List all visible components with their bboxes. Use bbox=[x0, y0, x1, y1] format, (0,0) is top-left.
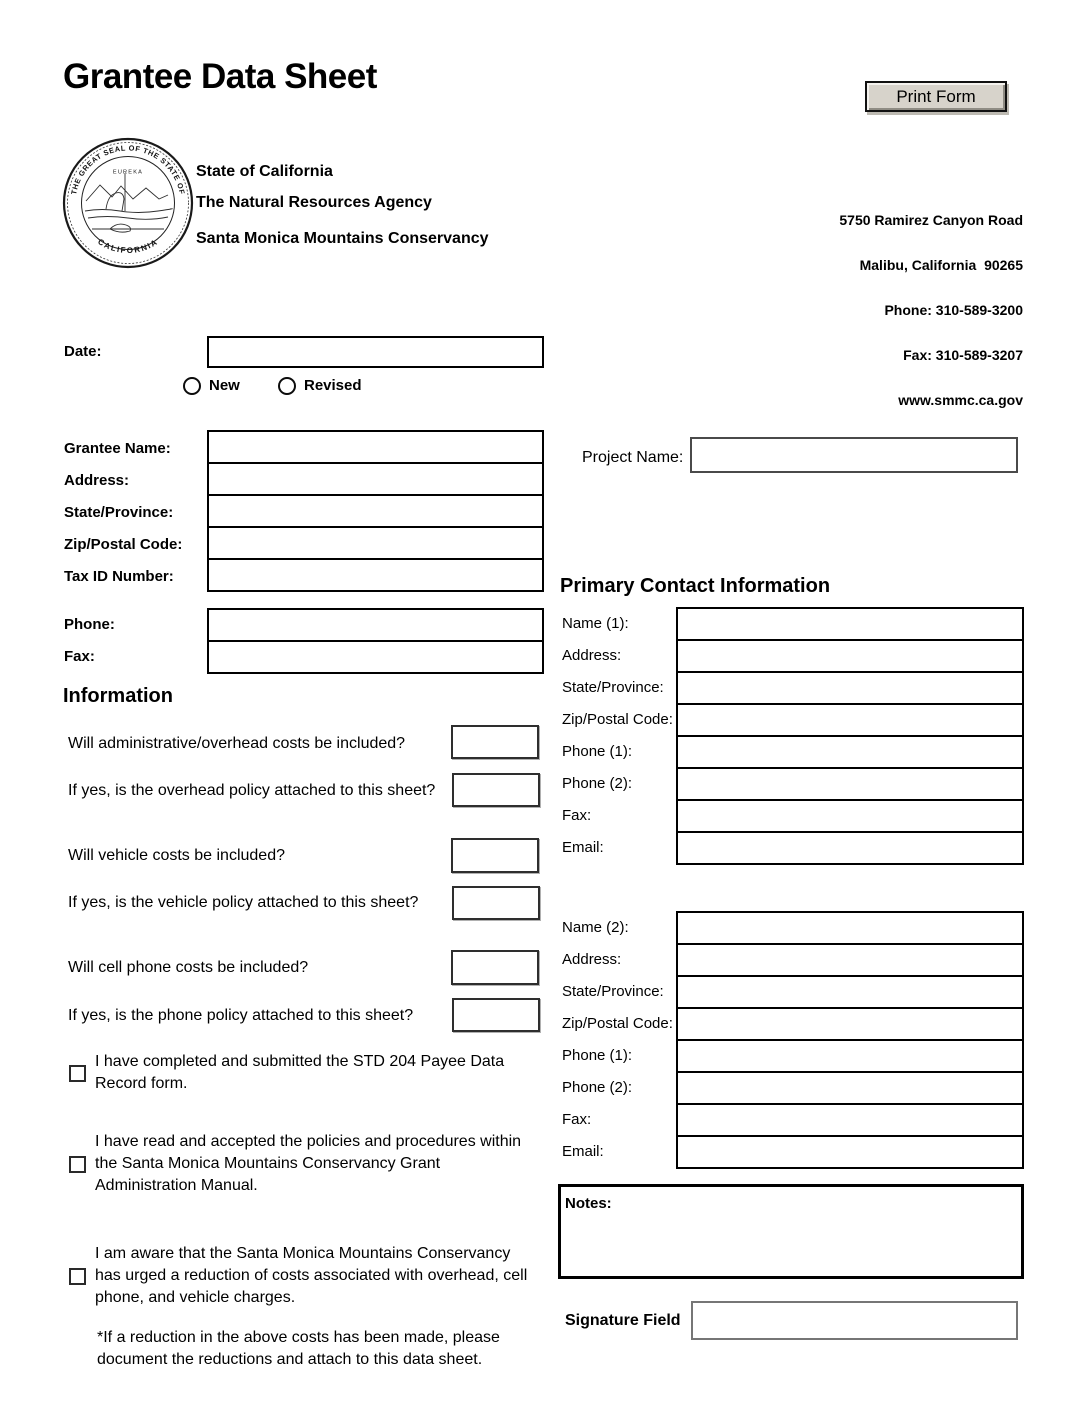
overhead-policy-question: If yes, is the overhead policy attached to this sheet? bbox=[68, 782, 436, 799]
address-line-fax: Fax: 310-589-3207 bbox=[903, 347, 1023, 363]
contact1-email-label: Email: bbox=[562, 839, 604, 856]
contact1-phone2-input[interactable] bbox=[676, 767, 1024, 801]
phone-policy-attached-input[interactable] bbox=[452, 998, 540, 1032]
contact1-email-input[interactable] bbox=[676, 831, 1024, 865]
contact2-zip-input[interactable] bbox=[676, 1007, 1024, 1041]
phone-policy-question: If yes, is the phone policy attached to this sheet? bbox=[68, 1007, 414, 1024]
revised-radio-label: Revised bbox=[304, 377, 362, 394]
notes-label: Notes: bbox=[565, 1195, 612, 1212]
new-radio[interactable] bbox=[183, 377, 201, 395]
std204-checkbox[interactable] bbox=[69, 1065, 86, 1082]
contact1-state-input[interactable] bbox=[676, 671, 1024, 705]
overhead-included-input[interactable] bbox=[451, 725, 539, 759]
policies-acknowledgement-row bbox=[69, 1131, 529, 1197]
contact1-phone2-label: Phone (2): bbox=[562, 775, 633, 792]
seal-motto-text: EUREKA bbox=[112, 169, 144, 176]
cellphone-included-question: Will cell phone costs be included? bbox=[68, 959, 309, 976]
address-line-city: Malibu, California 90265 bbox=[859, 257, 1023, 273]
grantee-phone-fax-group bbox=[207, 608, 544, 674]
grantee-fields-group bbox=[207, 430, 544, 592]
contact1-zip-label: Zip/Postal Code: bbox=[562, 711, 673, 728]
contact1-address-label: Address: bbox=[562, 647, 622, 664]
std204-acknowledgement-text: I have completed and submitted the STD 204 Payee Data Record form. bbox=[95, 1053, 505, 1092]
grantee-fax-label: Fax: bbox=[64, 648, 95, 665]
overhead-included-question: Will administrative/overhead costs be included? bbox=[68, 735, 406, 752]
contact1-fields-group bbox=[676, 607, 1024, 865]
contact1-fax-input[interactable] bbox=[676, 799, 1024, 833]
contact2-phone1-label: Phone (1): bbox=[562, 1047, 633, 1064]
reduction-acknowledgement-row bbox=[69, 1243, 539, 1309]
reduction-awareness-checkbox[interactable] bbox=[69, 1268, 86, 1285]
signature-field-label: Signature Field bbox=[565, 1312, 681, 1329]
overhead-policy-attached-input[interactable] bbox=[452, 773, 540, 807]
agency-line-conservancy: Santa Monica Mountains Conservancy bbox=[196, 230, 489, 247]
cellphone-included-input[interactable] bbox=[451, 950, 539, 985]
grantee-state-label: State/Province: bbox=[64, 504, 174, 521]
contact2-email-label: Email: bbox=[562, 1143, 604, 1160]
contact2-fields-group bbox=[676, 911, 1024, 1169]
signature-input[interactable] bbox=[691, 1301, 1018, 1340]
contact2-state-input[interactable] bbox=[676, 975, 1024, 1009]
print-form-button[interactable] bbox=[865, 81, 1007, 112]
grantee-state-input[interactable] bbox=[207, 494, 544, 528]
revised-radio[interactable] bbox=[278, 377, 296, 395]
print-form-button-label: Print Form bbox=[896, 86, 976, 106]
contact1-zip-input[interactable] bbox=[676, 703, 1024, 737]
new-radio-label: New bbox=[209, 377, 240, 394]
california-state-seal-logo bbox=[62, 137, 194, 269]
contact1-address-input[interactable] bbox=[676, 639, 1024, 673]
date-label: Date: bbox=[64, 343, 102, 360]
primary-contact-heading: Primary Contact Information bbox=[560, 575, 831, 597]
contact2-fax-input[interactable] bbox=[676, 1103, 1024, 1137]
vehicle-policy-attached-input[interactable] bbox=[452, 886, 540, 920]
grantee-taxid-input[interactable] bbox=[207, 558, 544, 592]
notes-box bbox=[558, 1184, 1024, 1279]
contact2-state-label: State/Province: bbox=[562, 983, 664, 1000]
information-heading: Information bbox=[63, 685, 173, 707]
vehicle-policy-question: If yes, is the vehicle policy attached to this sheet? bbox=[68, 894, 419, 911]
std204-acknowledgement-row bbox=[69, 1051, 539, 1095]
grantee-name-label: Grantee Name: bbox=[64, 440, 171, 457]
date-input[interactable] bbox=[207, 336, 544, 368]
address-block bbox=[839, 183, 1023, 438]
contact2-zip-label: Zip/Postal Code: bbox=[562, 1015, 673, 1032]
contact2-fax-label: Fax: bbox=[562, 1111, 592, 1128]
grantee-address-input[interactable] bbox=[207, 462, 544, 496]
contact1-fax-label: Fax: bbox=[562, 807, 592, 824]
page-title: Grantee Data Sheet bbox=[63, 57, 377, 96]
contact2-address-label: Address: bbox=[562, 951, 622, 968]
contact2-name-input[interactable] bbox=[676, 911, 1024, 945]
contact1-name-input[interactable] bbox=[676, 607, 1024, 641]
address-line-street: 5750 Ramirez Canyon Road bbox=[839, 212, 1023, 228]
reduction-footnote: *If a reduction in the above costs has been made, please document the reductions and attach to this data sheet. bbox=[97, 1329, 500, 1368]
agency-line-resources: The Natural Resources Agency bbox=[196, 194, 432, 211]
contact1-name-label: Name (1): bbox=[562, 615, 629, 632]
contact2-name-label: Name (2): bbox=[562, 919, 629, 936]
contact2-email-input[interactable] bbox=[676, 1135, 1024, 1169]
contact1-phone1-label: Phone (1): bbox=[562, 743, 633, 760]
grantee-address-label: Address: bbox=[64, 472, 130, 489]
contact2-phone2-label: Phone (2): bbox=[562, 1079, 633, 1096]
grantee-zip-input[interactable] bbox=[207, 526, 544, 560]
vehicle-included-question: Will vehicle costs be included? bbox=[68, 847, 285, 864]
grantee-phone-label: Phone: bbox=[64, 616, 115, 633]
grantee-name-input[interactable] bbox=[207, 430, 544, 464]
address-line-phone: Phone: 310-589-3200 bbox=[884, 302, 1023, 318]
vehicle-included-input[interactable] bbox=[451, 838, 539, 873]
grantee-phone-input[interactable] bbox=[207, 608, 544, 642]
project-name-input[interactable] bbox=[690, 437, 1018, 473]
agency-line-state: State of California bbox=[196, 163, 333, 180]
grantee-zip-label: Zip/Postal Code: bbox=[64, 536, 183, 553]
policies-checkbox[interactable] bbox=[69, 1156, 86, 1173]
contact1-phone1-input[interactable] bbox=[676, 735, 1024, 769]
address-line-website: www.smmc.ca.gov bbox=[898, 392, 1023, 408]
seal-ring-text-top-path: THE GREAT SEAL OF THE STATE OF bbox=[69, 143, 187, 196]
notes-textarea[interactable] bbox=[561, 1187, 1021, 1276]
contact2-address-input[interactable] bbox=[676, 943, 1024, 977]
seal-ring-text-bottom-path: CALIFORNIA bbox=[96, 237, 160, 256]
grantee-taxid-label: Tax ID Number: bbox=[64, 568, 174, 585]
contact2-phone2-input[interactable] bbox=[676, 1071, 1024, 1105]
contact1-state-label: State/Province: bbox=[562, 679, 664, 696]
grantee-fax-input[interactable] bbox=[207, 640, 544, 674]
project-name-label: Project Name: bbox=[582, 449, 684, 466]
contact2-phone1-input[interactable] bbox=[676, 1039, 1024, 1073]
policies-acknowledgement-text: I have read and accepted the policies and procedures within the Santa Monica Mountains Conservancy Grant Administration Manual. bbox=[95, 1133, 522, 1194]
reduction-acknowledgement-text: I am aware that the Santa Monica Mountains Conservancy has urged a reduction of costs associated with overhead, cell phone, and vehicle charges. bbox=[95, 1245, 528, 1306]
